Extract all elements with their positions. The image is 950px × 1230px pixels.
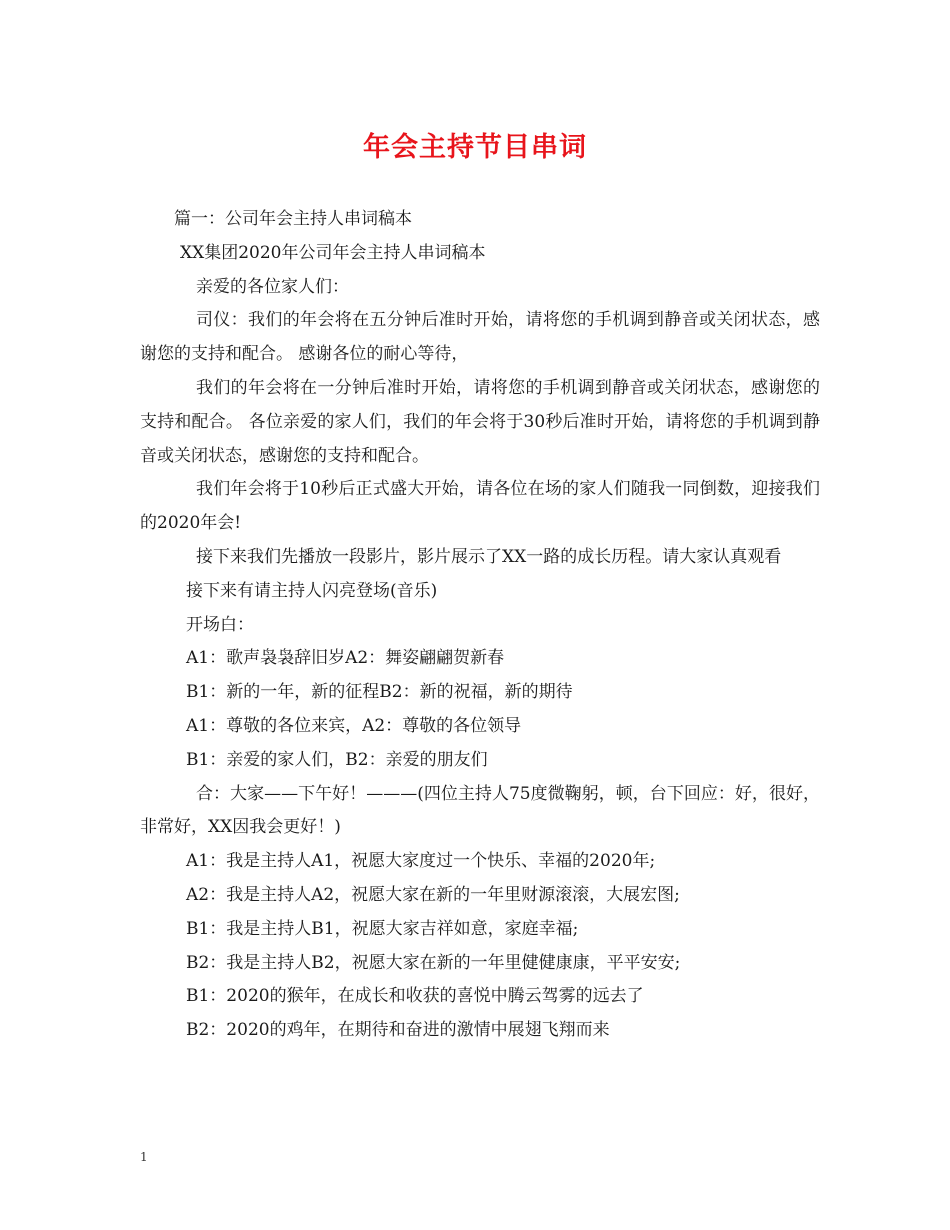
paragraph: 我们年会将于10秒后正式盛大开始，请各位在场的家人们随我一同倒数，迎接我们的2020年会! <box>140 479 820 534</box>
page-number: 1 <box>140 1150 148 1164</box>
paragraph: 接下来有请主持人闪亮登场(音乐) <box>186 580 438 601</box>
dialogue-line: 合：大家——下午好！———(四位主持人75度微鞠躬，顿，台下回应：好，很好，非常好，XX因我会更好！) <box>140 783 820 838</box>
dialogue-line: B2：我是主持人B2，祝愿大家在新的一年里健健康康，平平安安; <box>186 952 681 973</box>
paragraph: 开场白： <box>186 614 254 635</box>
paragraph: 司仪：我们的年会将在五分钟后准时开始，请将您的手机调到静音或关闭状态，感谢您的支持和配合。 感谢各位的耐心等待， <box>140 310 820 365</box>
paragraph: 接下来我们先播放一段影片，影片展示了XX一路的成长历程。请大家认真观看 <box>196 546 782 567</box>
dialogue-line: B2：2020的鸡年，在期待和奋进的激情中展翅飞翔而来 <box>186 1020 610 1041</box>
paragraph: 亲爱的各位家人们： <box>196 276 349 297</box>
dialogue-line: B1：亲爱的家人们，B2：亲爱的朋友们 <box>186 749 488 770</box>
dialogue-line: B1：新的一年，新的征程B2：新的祝福，新的期待 <box>186 682 573 703</box>
document-body <box>140 203 820 1048</box>
dialogue-line: A1：歌声袅袅辞旧岁A2：舞姿翩翩贺新春 <box>186 648 505 669</box>
dialogue-line: A1：尊敬的各位来宾，A2：尊敬的各位领导 <box>186 715 522 736</box>
dialogue-line: A1：我是主持人A1，祝愿大家度过一个快乐、幸福的2020年; <box>186 851 656 872</box>
paragraph: XX集团2020年公司年会主持人串词稿本 <box>180 242 486 263</box>
paragraph: 我们的年会将在一分钟后准时开始，请将您的手机调到静音或关闭状态，感谢您的支持和配合。 各位亲爱的家人们，我们的年会将于30秒后准时开始，请将您的手机调到静音或关闭状态，感谢您的支持和配合。 <box>140 377 820 466</box>
dialogue-line: A2：我是主持人A2，祝愿大家在新的一年里财源滚滚，大展宏图; <box>186 884 680 905</box>
paragraph: 篇一：公司年会主持人串词稿本 <box>174 209 412 229</box>
dialogue-line: B1：2020的猴年，在成长和收获的喜悦中腾云驾雾的远去了 <box>186 986 644 1007</box>
dialogue-line: B1：我是主持人B1，祝愿大家吉祥如意，家庭幸福; <box>186 918 579 939</box>
document-title: 年会主持节目串词 <box>363 132 587 163</box>
